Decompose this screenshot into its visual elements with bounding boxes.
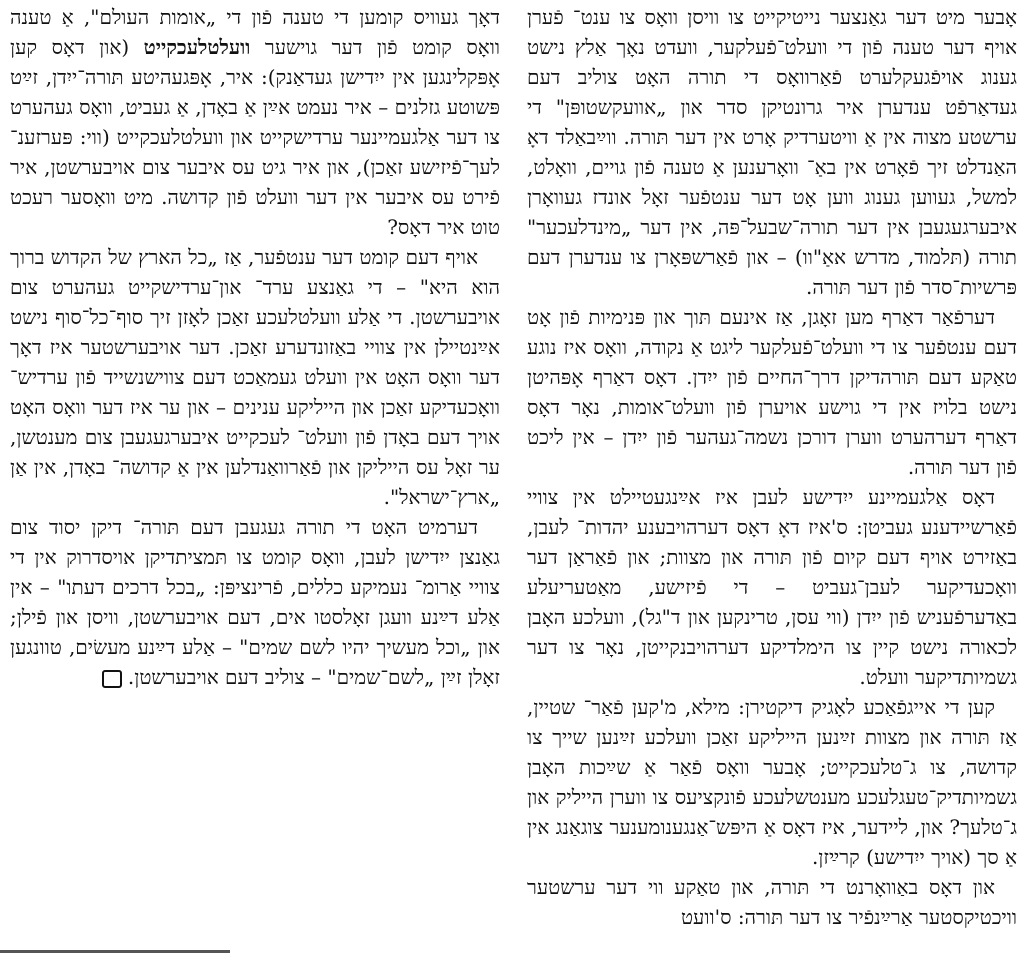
paragraph-text: (און דאָס קען אָפּקלינגען אין ייִדישן געדאַנק): איר, אָפּגעהיטע תּורה־ייִדן, זײַט פּשוטע גזלנים – איר נעמט אײַן אַ באָדן, אַ געביט, וואָס געהערט צו דער אַלגעמיינער ערדישקייט און וועלטלעכקייט (ווי: פּערזענ־ לעך־פֿיזישע זאַכן), און איר גיט עס איבער צום אויבערשטן, איר פֿירט עס איבער אין דער וועלט פֿון קדושה. מיט וואָסער רעכט טוט איר דאָס? [10,35,500,239]
paragraph-text: דערמיט האָט די תורה געגעבן דעם תּורה־ דיקן יסוד צום גאַנצן ייִדישן לעבן, וואָס קומט צו תּמציתדיקן אויסדרוק אין די צוויי אַרומ־ נעמיקע כללים, פֿרינציפּן: „בכל דרכים דעתו" – אין אַלע דײַנע וועגן זאָלסטו אים, דעם אויבערשטן, וויסן און פֿילן; און „וכל מעשיך יהיו לשם שמים" – אַלע דײַנע מעשׂים, טוונגען זאָלן זײַן „לשם־שמים" – צוליב דעם אויבערשטן. [10,515,500,689]
end-of-article-icon [102,670,122,688]
left-column [10,2,500,692]
paragraph: קען די אייגפֿאַכע לאָגיק דיקטירן: מילא, מ'קען פֿאַר־ שטיין, אַז תּורה און מצוות זײַנען הייליקע זאַכן וועלכע זײַנען שייך צו קדושה, צו ג־טלעכקייט; אָבער וואָס פֿאַר אַ שײַכות האָבן גשמיותדיק־טעגלעכע מענטשלעכע פֿונקציעס צו ווערן הייליק און ג־טלעך? און, ליידער, איז דאָס אַ היפּש־אַנגענומענער צוגאַנג אין אַ סך (אויך ייִדישע) קרײַזן. [527,695,1017,869]
paragraph: דערפֿאַר דאַרף מען זאָגן, אַז אינעם תּוך און פּנימיות פֿון אָט דעם ענטפֿער צו די וועלט־פֿעלקער ליגט אַ נקודה, וואָס איז נוגע טאַקע דעם תּורהדיקן דרך־החיים פֿון ייִדן. דאָס דאַרף אָפּהיטן נישט בלויז אין די גוישע אויערן פֿון וועלט־אומות, נאָר דאָס דאַרף דערהערט ווערן דורכן נשמה־געהער פֿון ייִדן – אין ליכט פֿון דער תּורה. [527,305,1017,479]
bold-term: וועלטלעכקייט [143,35,251,59]
paragraph [10,512,500,692]
paragraph [10,2,500,242]
right-column [527,2,1017,932]
paragraph: דאָס אַלגעמיינע ייִדישע לעבן איז אײַנגעטיילט אין צוויי פֿאַרשיידענע געביטן: ס'איז דאָ דאָס דערהויבענע יהדות־ לעבן, באַזירט אויף דעם קיום פֿון תּורה און מצוות; און פֿאַראַן דער וואָכעדיקער לעבן־געביט – די פֿיזישע, מאַטעריעלע באַדערפֿעניש פֿון ייִדן (ווי עסן, טרינקען און ד"גל), וועלכע האָבן לכאורה נישט קיין צו הימלדיקע דערהויבנקייטן, נאָר צו דער גשמיותדיקער וועלט. [527,485,1017,689]
paragraph-text: דאָך געוויס קומען די טענה פֿון די „אומות העולם", אַ טענה וואָס קומט פֿון דער גוישער [10,5,500,59]
paragraph: אָבער מיט דער גאַנצער נייטיקייט צו וויסן וואָס צו ענט־ פֿערן אויף דער טענה פֿון די וועלט־פֿעלקער, וועדט נאָך אַלץ נישט גענוג אויפֿגעקלערט פֿאַרוואָס די תורה האָט צוליב דעם געדאַרפֿט ענדערן איר גרונטיקן סדר און „אוועקשטופּן" די ערשטע מצוה אין אַ וויטערדיק אָרט אין דער תּורה. ווײַבאַלד דאָ האַנדלט זיך פֿאָרט אין באַ־ וואָרענען אַ טענה פֿון גויים, וואָלט, למשל, געווען גענוג ווען אָט דער ענטפֿער זאָל אונדז געוואָרן איבערגעגעבן אין דער תורה־שבעל־פּה, אין דער „מינדלעכער" תורה (תּלמוד, מדרש אאַ"וו) – און פֿאַרשפּאָרן צו ענדערן דעם פּרשיות־סדר פֿון דער תּורה. [527,5,1017,299]
paragraph: אויף דעם קומט דער ענטפֿער, אַז „כל הארץ של הקדוש ברוך הוא היא" – די גאַנצע ערד־ און־ערדישקייט געהערט צום אויבערשטן. די אַלע וועלטלעכע זאַכן לאָזן זיך סוף־כל־סוף נישט אײַנטיילן אין צוויי באַזונדערע זאַכן. דער אויבערשטער איז דאָך דער וואָס האָט אין וועלט געמאַכט דעם צווישנשייד פֿון ערדיש־ וואָכעדיקע זאַכן און הייליקע ענינים – און ער איז דער וואָס האָט אויך דעם באָדן פֿון וועלט־ לעכקייט איבערגעגעבן צום מענטשן, ער זאָל עס הייליקן און פֿאַרוואַנדלען אין אַ קדושה־ באָדן, אין אַן „ארץ־ישראל". [10,245,500,509]
paragraph: און דאָס באַוואָרנט די תּורה, און טאַקע ווי דער ערשטער וויכטיקסטער אַרײַנפֿיר צו דער תּורה: ס'וועט [527,875,1017,929]
